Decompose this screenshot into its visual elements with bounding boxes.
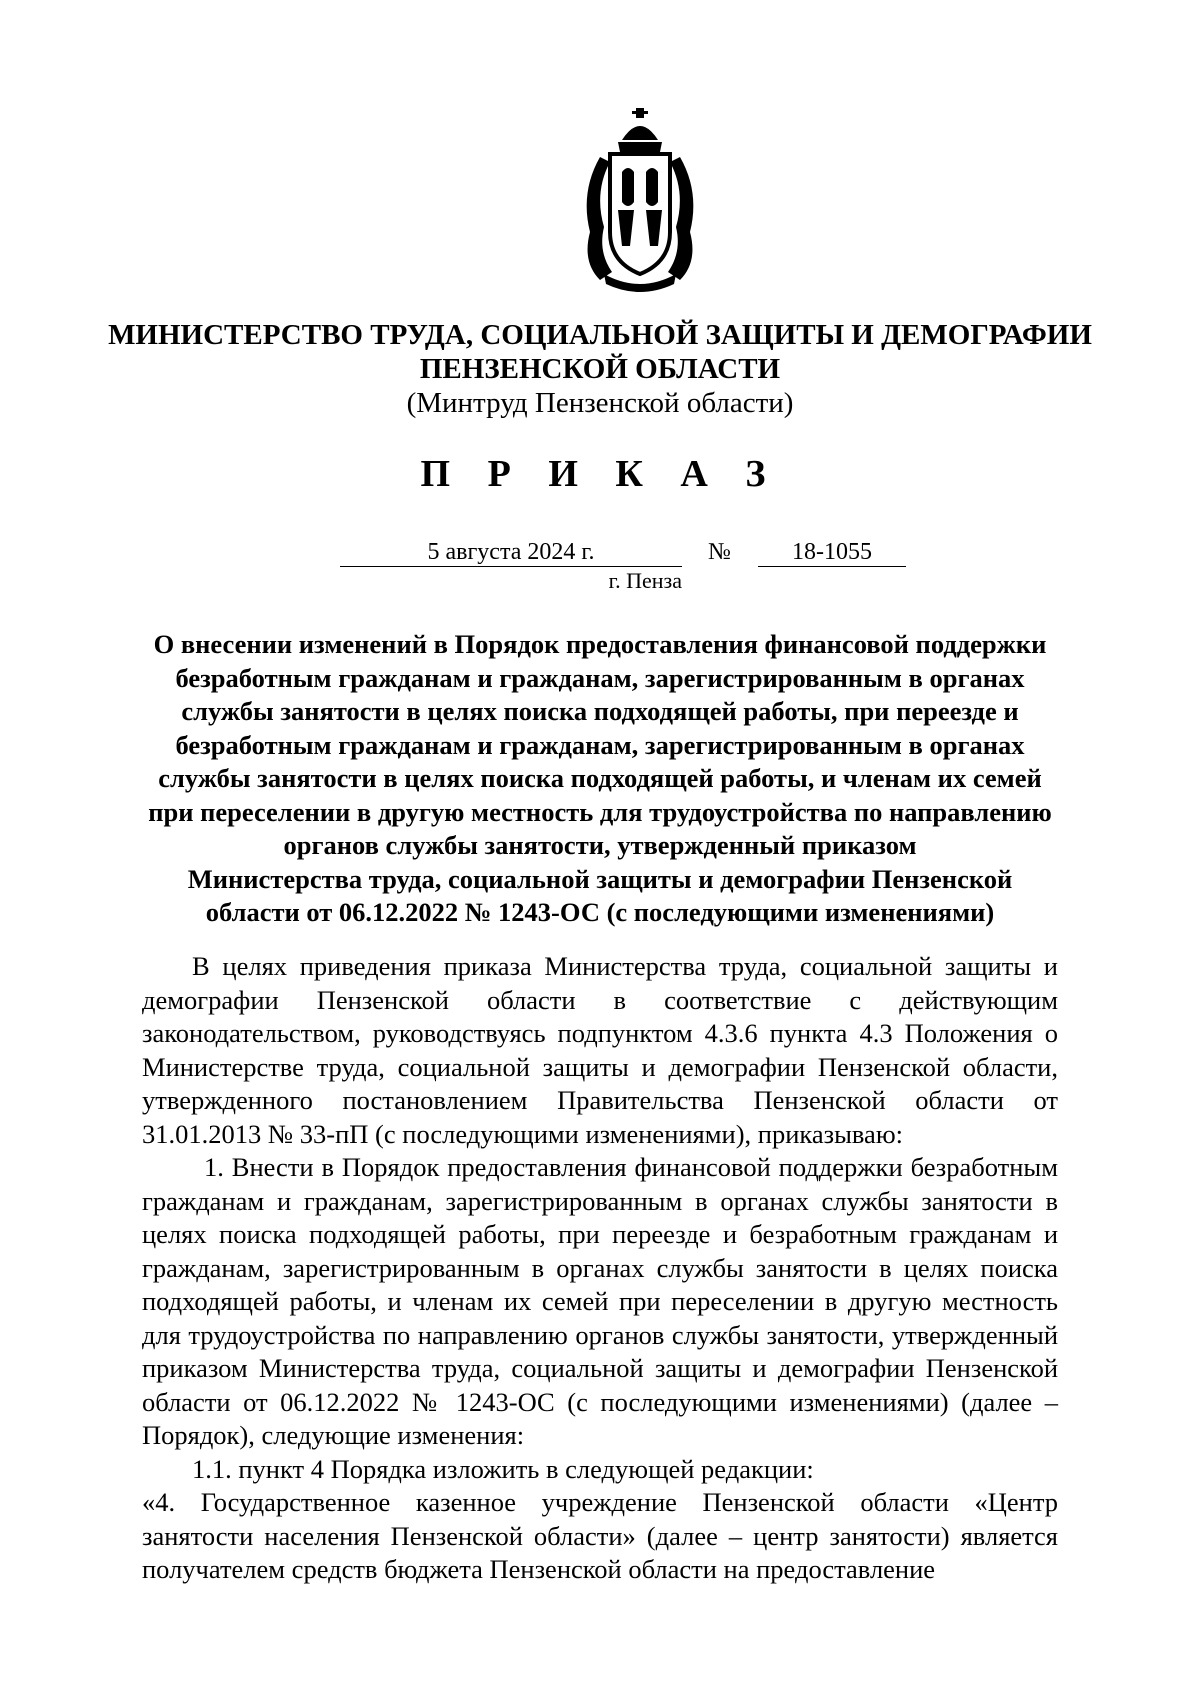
org-name-line-1: МИНИСТЕРСТВО ТРУДА, СОЦИАЛЬНОЙ ЗАЩИТЫ И ДЕМОГРАФИИ <box>108 319 1092 351</box>
document-type: П Р И К А З <box>420 453 780 495</box>
item-1-1-paragraph: 1.1. пункт 4 Порядка изложить в следующей редакции: <box>192 1453 814 1484</box>
coat-of-arms-icon <box>570 102 710 292</box>
document-city: г. Пенза <box>608 568 682 593</box>
title-line: службы занятости в целях поиска подходящей работы, и членам их семей <box>158 763 1042 793</box>
title-line: безработным гражданам и гражданам, зарегистрированным в органах <box>175 662 1025 693</box>
organization-header <box>0 318 1200 420</box>
document-date: 5 августа 2024 г. <box>340 538 682 567</box>
title-line: Министерства труда, социальной защиты и демографии Пензенской <box>187 863 1013 894</box>
quoted-paragraph: «4. Государственное казенное учреждение Пензенской области «Центр занятости населения Пензенской области» (далее – центр занятости) является получателем средств бюджета Пензенской области на предоставление <box>142 1487 1058 1584</box>
title-line: органов службы занятости, утвержденный приказом <box>283 830 917 860</box>
org-short-name: (Минтруд Пензенской области) <box>406 387 794 419</box>
org-name-line-2: ПЕНЗЕНСКОЙ ОБЛАСТИ <box>419 353 781 385</box>
item-1-paragraph: 1. Внести в Порядок предоставления финансовой поддержки безработным гражданам и гражданам, зарегистрированным в органах службы занятости в целях поиска подходящей работы, при переезде и безработным гражданам и гражданам, зарегистрированным в органах службы занятости в целях поиска подходящей работы, и членам их семей при переселении в другую местность для трудоустройства по направлению органов службы занятости, утвержденный приказом Министерства труда, социальной защиты и демографии Пензенской области от 06.12.2022 № 1243-ОС (с последующими изменениями) (далее – Порядок), следующие изменения: <box>142 1152 1058 1450</box>
title-line: О внесении изменений в Порядок предоставления финансовой поддержки <box>153 629 1047 659</box>
title-line: безработным гражданам и гражданам, зарегистрированным в органах <box>175 729 1025 760</box>
registration-line <box>340 538 900 568</box>
title-line: при переселении в другую местность для трудоустройства по направлению <box>148 796 1052 827</box>
document-title <box>130 628 1070 930</box>
document-number: 18-1055 <box>758 538 906 567</box>
title-line: службы занятости в целях поиска подходящей работы, при переезде и <box>181 696 1019 726</box>
title-line: области от 06.12.2022 № 1243-ОС (с последующими изменениями) <box>205 897 995 927</box>
preamble-paragraph: В целях приведения приказа Министерства труда, социальной защиты и демографии Пензенской области в соответствие с действующим законодательством, руководствуясь подпунктом 4.3.6 пункта 4.3 Положения о Министерстве труда, социальной защиты и демографии Пензенской области, утвержденного постановлением Правительства Пензенской области от 31.01.2013 № 33-пП (с последующими изменениями), приказываю: <box>142 951 1058 1149</box>
number-sign: № <box>708 539 731 565</box>
document-body <box>142 950 1058 1587</box>
